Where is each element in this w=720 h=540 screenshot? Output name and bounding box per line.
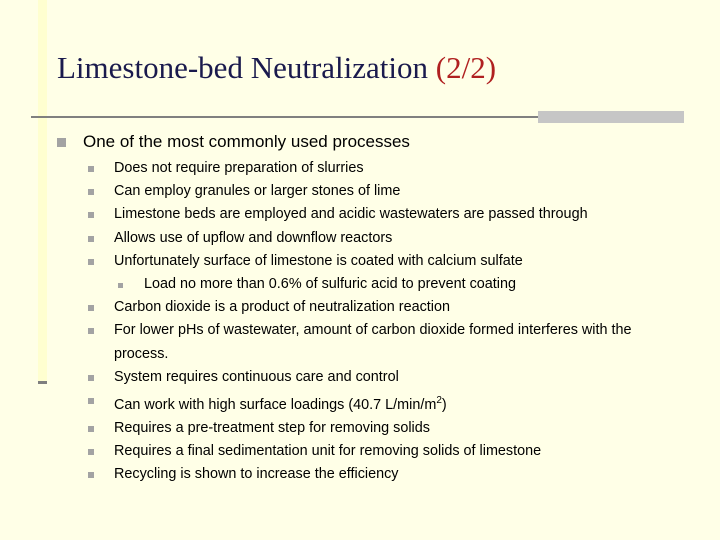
title-part: (2/2) bbox=[435, 50, 497, 85]
title-divider-block bbox=[538, 111, 684, 123]
left-accent-bar bbox=[38, 0, 47, 383]
list-item: System requires continuous care and control bbox=[88, 366, 688, 389]
title-divider-line bbox=[31, 116, 538, 118]
main-bullet-text: One of the most commonly used processes bbox=[83, 132, 410, 151]
sub-list-item: Load no more than 0.6% of sulfuric acid to prevent coating bbox=[88, 273, 688, 296]
list-item: Requires a pre-treatment step for removing solids bbox=[88, 417, 688, 440]
list-item: Recycling is shown to increase the efficiency bbox=[88, 463, 688, 486]
loading-text: Can work with high surface loadings (40.7 L/min/m bbox=[114, 396, 437, 413]
list-item: Can employ granules or larger stones of lime bbox=[88, 180, 688, 203]
list-item: For lower pHs of wastewater, amount of carbon dioxide formed interferes with the process. bbox=[88, 319, 688, 365]
list-item: Requires a final sedimentation unit for removing solids of limestone bbox=[88, 440, 688, 463]
square-bullet-icon bbox=[57, 138, 66, 147]
loading-close: ) bbox=[441, 396, 447, 413]
left-accent-tick bbox=[38, 381, 47, 384]
list-item: Unfortunately surface of limestone is coated with calcium sulfate bbox=[88, 250, 688, 273]
slide-title bbox=[57, 50, 496, 86]
superscript-2: 2 bbox=[436, 395, 442, 407]
list-item: Allows use of upflow and downflow reactors bbox=[88, 227, 688, 250]
list-item bbox=[88, 389, 688, 417]
title-main: Limestone-bed Neutralization bbox=[57, 50, 429, 85]
list-item: Limestone beds are employed and acidic wastewaters are passed through bbox=[88, 203, 688, 226]
list-item: Does not require preparation of slurries bbox=[88, 157, 688, 180]
list-item: Carbon dioxide is a product of neutralization reaction bbox=[88, 296, 688, 319]
bullet-list bbox=[88, 157, 688, 487]
